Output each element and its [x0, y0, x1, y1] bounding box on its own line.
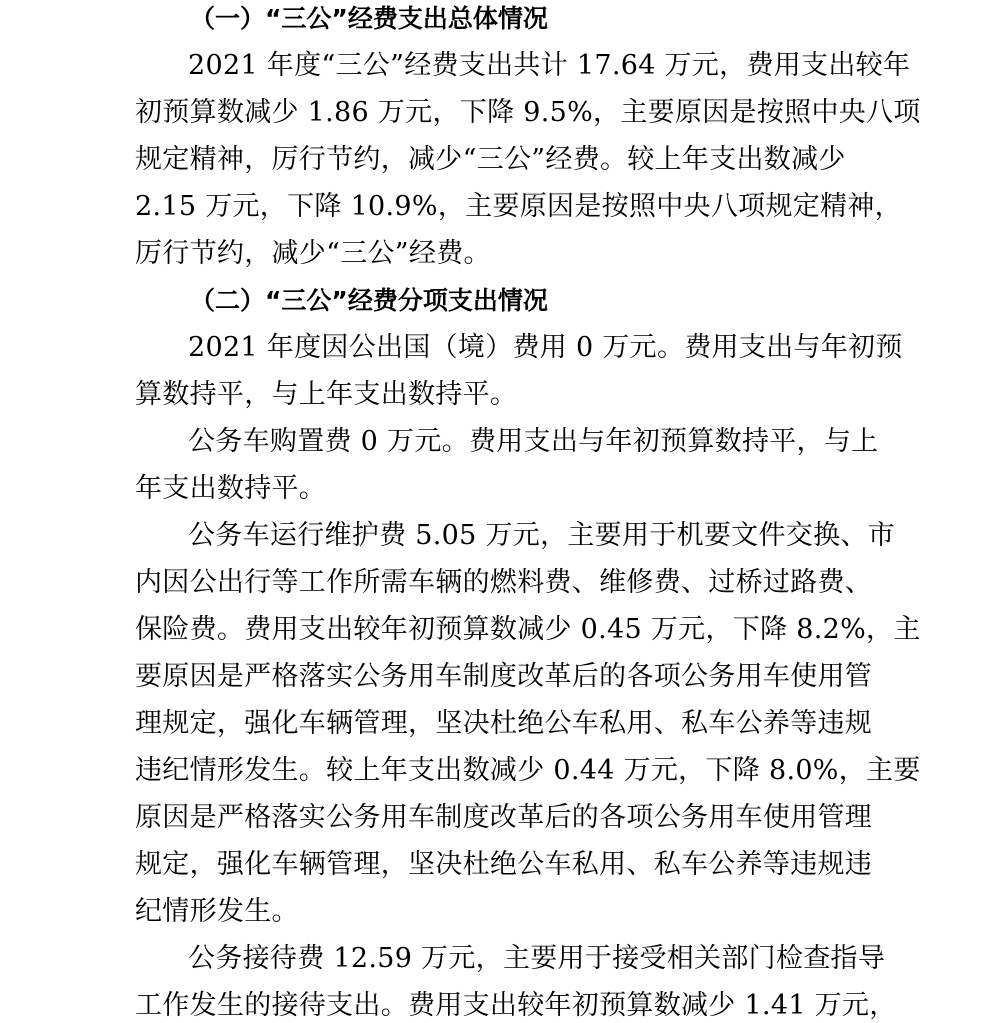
section-1-paragraph-line: 2.15 万元，下降 10.9%，主要原因是按照中央八项规定精神，	[135, 191, 902, 222]
vehicle-maintenance-paragraph-line: 纪情形发生。	[135, 896, 299, 927]
vehicle-maintenance-paragraph-line: 理规定，强化车辆管理，坚决杜绝公车私用、私车公养等违规	[135, 708, 873, 739]
section-1-paragraph-line: 规定精神，厉行节约，减少“三公”经费。较上年支出数减少	[135, 144, 846, 175]
vehicle-maintenance-paragraph-line: 公务车运行维护费 5.05 万元，主要用于机要文件交换、市	[188, 520, 895, 551]
reception-paragraph-line: 公务接待费 12.59 万元，主要用于接受相关部门检查指导	[188, 943, 886, 974]
overseas-paragraph-line: 算数持平，与上年支出数持平。	[135, 379, 518, 410]
vehicle-maintenance-paragraph-line: 保险费。费用支出较年初预算数减少 0.45 万元，下降 8.2%，主	[135, 614, 921, 645]
vehicle-maintenance-paragraph-line: 违纪情形发生。较上年支出数减少 0.44 万元，下降 8.0%，主要	[135, 755, 921, 786]
section-2-heading: （二）“三公”经费分项支出情况	[190, 286, 548, 315]
section-1-heading: （一）“三公”经费支出总体情况	[190, 4, 548, 33]
reception-paragraph-line: 工作发生的接待支出。费用支出较年初预算数减少 1.41 万元，	[135, 990, 897, 1021]
vehicle-purchase-paragraph-line: 公务车购置费 0 万元。费用支出与年初预算数持平，与上	[188, 426, 879, 457]
section-1-paragraph-line: 2021 年度“三公”经费支出共计 17.64 万元，费用支出较年	[188, 50, 911, 81]
vehicle-maintenance-paragraph-line: 原因是严格落实公务用车制度改革后的各项公务用车使用管理	[135, 802, 873, 833]
vehicle-maintenance-paragraph-line: 规定，强化车辆管理，坚决杜绝公车私用、私车公养等违规违	[135, 849, 873, 880]
section-1-paragraph-line: 初预算数减少 1.86 万元，下降 9.5%，主要原因是按照中央八项	[135, 97, 921, 128]
vehicle-maintenance-paragraph-line: 内因公出行等工作所需车辆的燃料费、维修费、过桥过路费、	[135, 567, 873, 598]
vehicle-purchase-paragraph-line: 年支出数持平。	[135, 473, 327, 504]
overseas-paragraph-line: 2021 年度因公出国（境）费用 0 万元。费用支出与年初预	[188, 332, 903, 363]
section-1-paragraph-line: 厉行节约，减少“三公”经费。	[135, 238, 491, 269]
vehicle-maintenance-paragraph-line: 要原因是严格落实公务用车制度改革后的各项公务用车使用管	[135, 661, 873, 692]
